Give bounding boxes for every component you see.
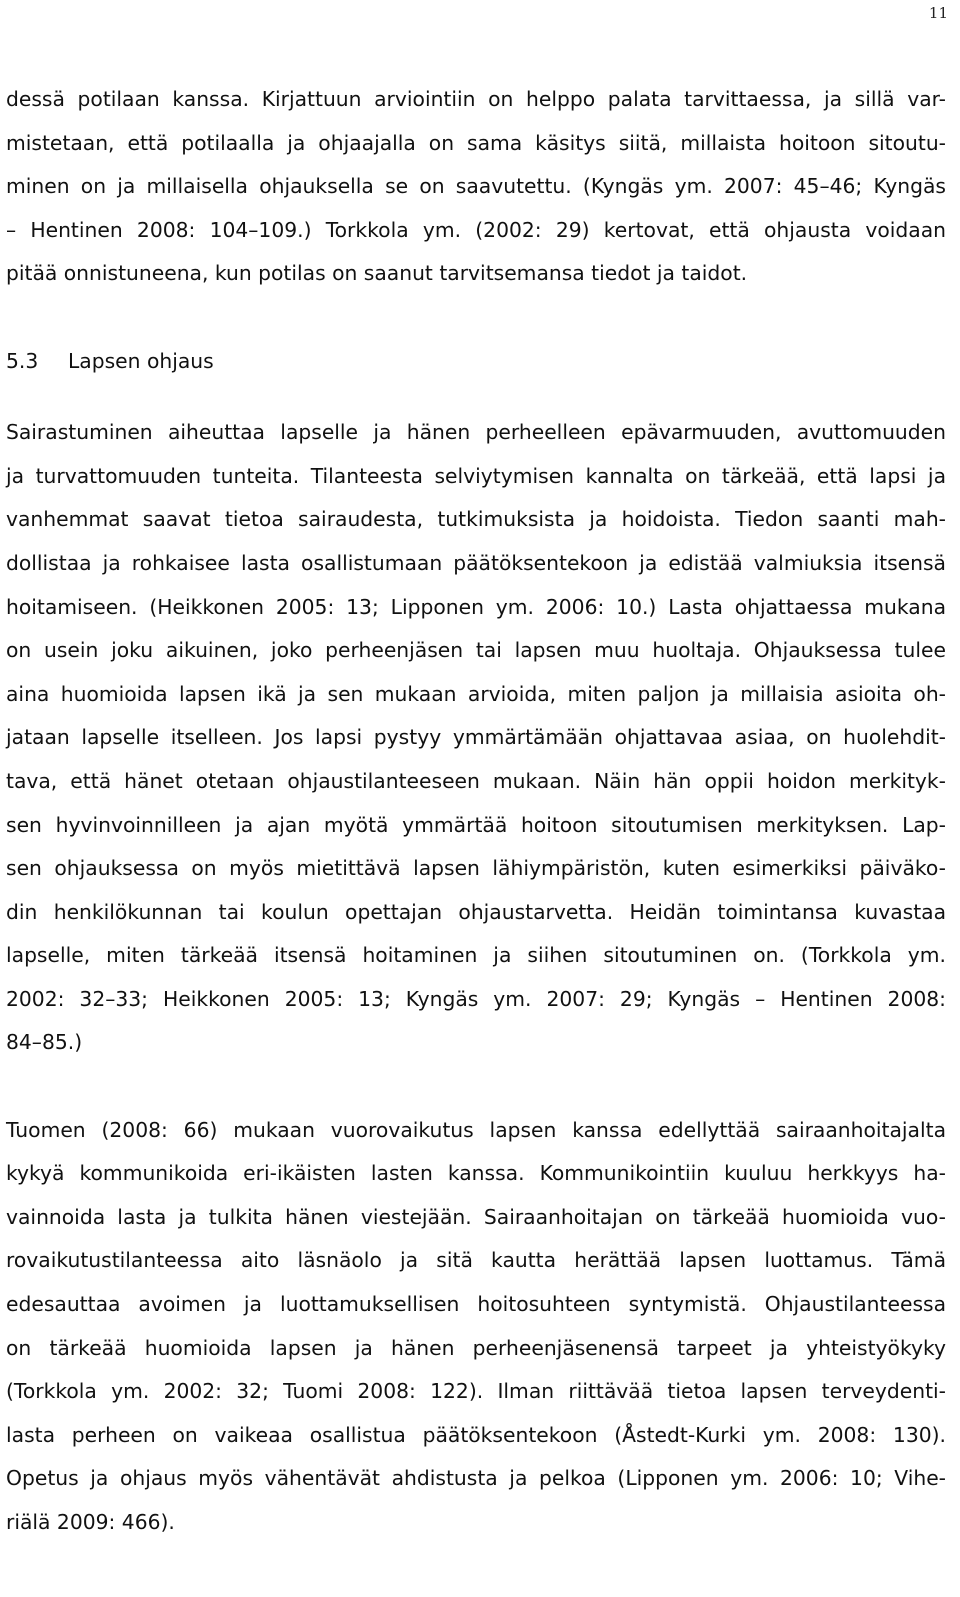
text-line: vainnoida lasta ja tulkita hänen viestejään. Sairaanhoitajan on tärkeää huomioida vuo- <box>6 1204 946 1229</box>
text-line: rovaikutustilanteessa aito läsnäolo ja sitä kautta herättää lapsen luottamus. Tämä <box>6 1248 946 1273</box>
text-line: (Torkkola ym. 2002: 32; Tuomi 2008: 122). Ilman riittävää tietoa lapsen terveydenti- <box>6 1379 946 1404</box>
text-line: jataan lapselle itselleen. Jos lapsi pystyy ymmärtämään ohjattavaa asiaa, on huolehdit- <box>6 725 946 750</box>
text-line: sen hyvinvoinnilleen ja ajan myötä ymmärtää hoitoon sitoutumisen merkityksen. Lap- <box>6 812 946 837</box>
page-number: 11 <box>928 4 948 22</box>
text-line: – Hentinen 2008: 104–109.) Torkkola ym. (2002: 29) kertovat, että ohjausta voidaan <box>6 217 946 242</box>
text-line: Opetus ja ohjaus myös vähentävät ahdistusta ja pelkoa (Lipponen ym. 2006: 10; Vihe- <box>6 1466 946 1491</box>
text-line: tava, että hänet otetaan ohjaustilanteeseen mukaan. Näin hän oppii hoidon merkityk- <box>6 768 946 793</box>
document-body <box>6 78 946 1545</box>
section-title: Lapsen ohjaus <box>68 348 214 373</box>
text-line: 2002: 32–33; Heikkonen 2005: 13; Kyngäs ym. 2007: 29; Kyngäs – Hentinen 2008: <box>6 986 946 1011</box>
text-line: riälä 2009: 466). <box>6 1510 175 1534</box>
text-line: aina huomioida lapsen ikä ja sen mukaan arvioida, miten paljon ja millaisia asioita oh- <box>6 681 946 706</box>
paragraph <box>6 411 946 1065</box>
text-line: minen on ja millaisella ohjauksella se on saavutettu. (Kyngäs ym. 2007: 45–46; Kyngäs <box>6 174 946 199</box>
text-line: pitää onnistuneena, kun potilas on saanut tarvitsemansa tiedot ja taidot. <box>6 261 748 286</box>
text-line: sen ohjauksessa on myös mietittävä lapsen lähiympäristön, kuten esimerkiksi päiväko- <box>6 856 946 881</box>
text-line: ja turvattomuuden tunteita. Tilanteesta selviytymisen kannalta on tärkeää, että lapsi ja <box>6 463 946 488</box>
text-line: kykyä kommunikoida eri-ikäisten lasten kanssa. Kommunikointiin kuuluu herkkyys ha- <box>6 1161 946 1186</box>
section-number: 5.3 <box>6 348 39 373</box>
text-line: on usein joku aikuinen, joko perheenjäsen tai lapsen muu huoltaja. Ohjauksessa tulee <box>6 638 946 663</box>
paragraph <box>6 78 946 296</box>
text-line: vanhemmat saavat tietoa sairaudesta, tutkimuksista ja hoidoista. Tiedon saanti mah- <box>6 507 946 532</box>
text-line: on tärkeää huomioida lapsen ja hänen perheenjäsenensä tarpeet ja yhteistyökyky <box>6 1335 946 1360</box>
text-line: din henkilökunnan tai koulun opettajan ohjaustarvetta. Heidän toimintansa kuvastaa <box>6 899 946 924</box>
text-line: dessä potilaan kanssa. Kirjattuun arviointiin on helppo palata tarvittaessa, ja sillä var- <box>6 87 946 111</box>
section-heading <box>6 340 946 384</box>
text-line: dollistaa ja rohkaisee lasta osallistumaan päätöksentekoon ja edistää valmiuksia itsensä <box>6 550 946 575</box>
paragraph <box>6 1109 946 1545</box>
text-line: lapselle, miten tärkeää itsensä hoitaminen ja siihen sitoutuminen on. (Torkkola ym. <box>6 943 946 968</box>
text-line: edesauttaa avoimen ja luottamuksellisen hoitosuhteen syntymistä. Ohjaustilanteessa <box>6 1292 946 1317</box>
text-line: lasta perheen on vaikeaa osallistua päätöksentekoon (Åstedt-Kurki ym. 2008: 130). <box>6 1422 946 1447</box>
text-line: hoitamiseen. (Heikkonen 2005: 13; Lipponen ym. 2006: 10.) Lasta ohjattaessa mukana <box>6 594 946 619</box>
text-line: Sairastuminen aiheuttaa lapselle ja hänen perheelleen epävarmuuden, avuttomuuden <box>6 420 946 445</box>
text-line: mistetaan, että potilaalla ja ohjaajalla on sama käsitys siitä, millaista hoitoon sitoutu- <box>6 130 946 155</box>
text-line: 84–85.) <box>6 1030 83 1055</box>
text-line: Tuomen (2008: 66) mukaan vuorovaikutus lapsen kanssa edellyttää sairaanhoitajalta <box>6 1117 946 1142</box>
